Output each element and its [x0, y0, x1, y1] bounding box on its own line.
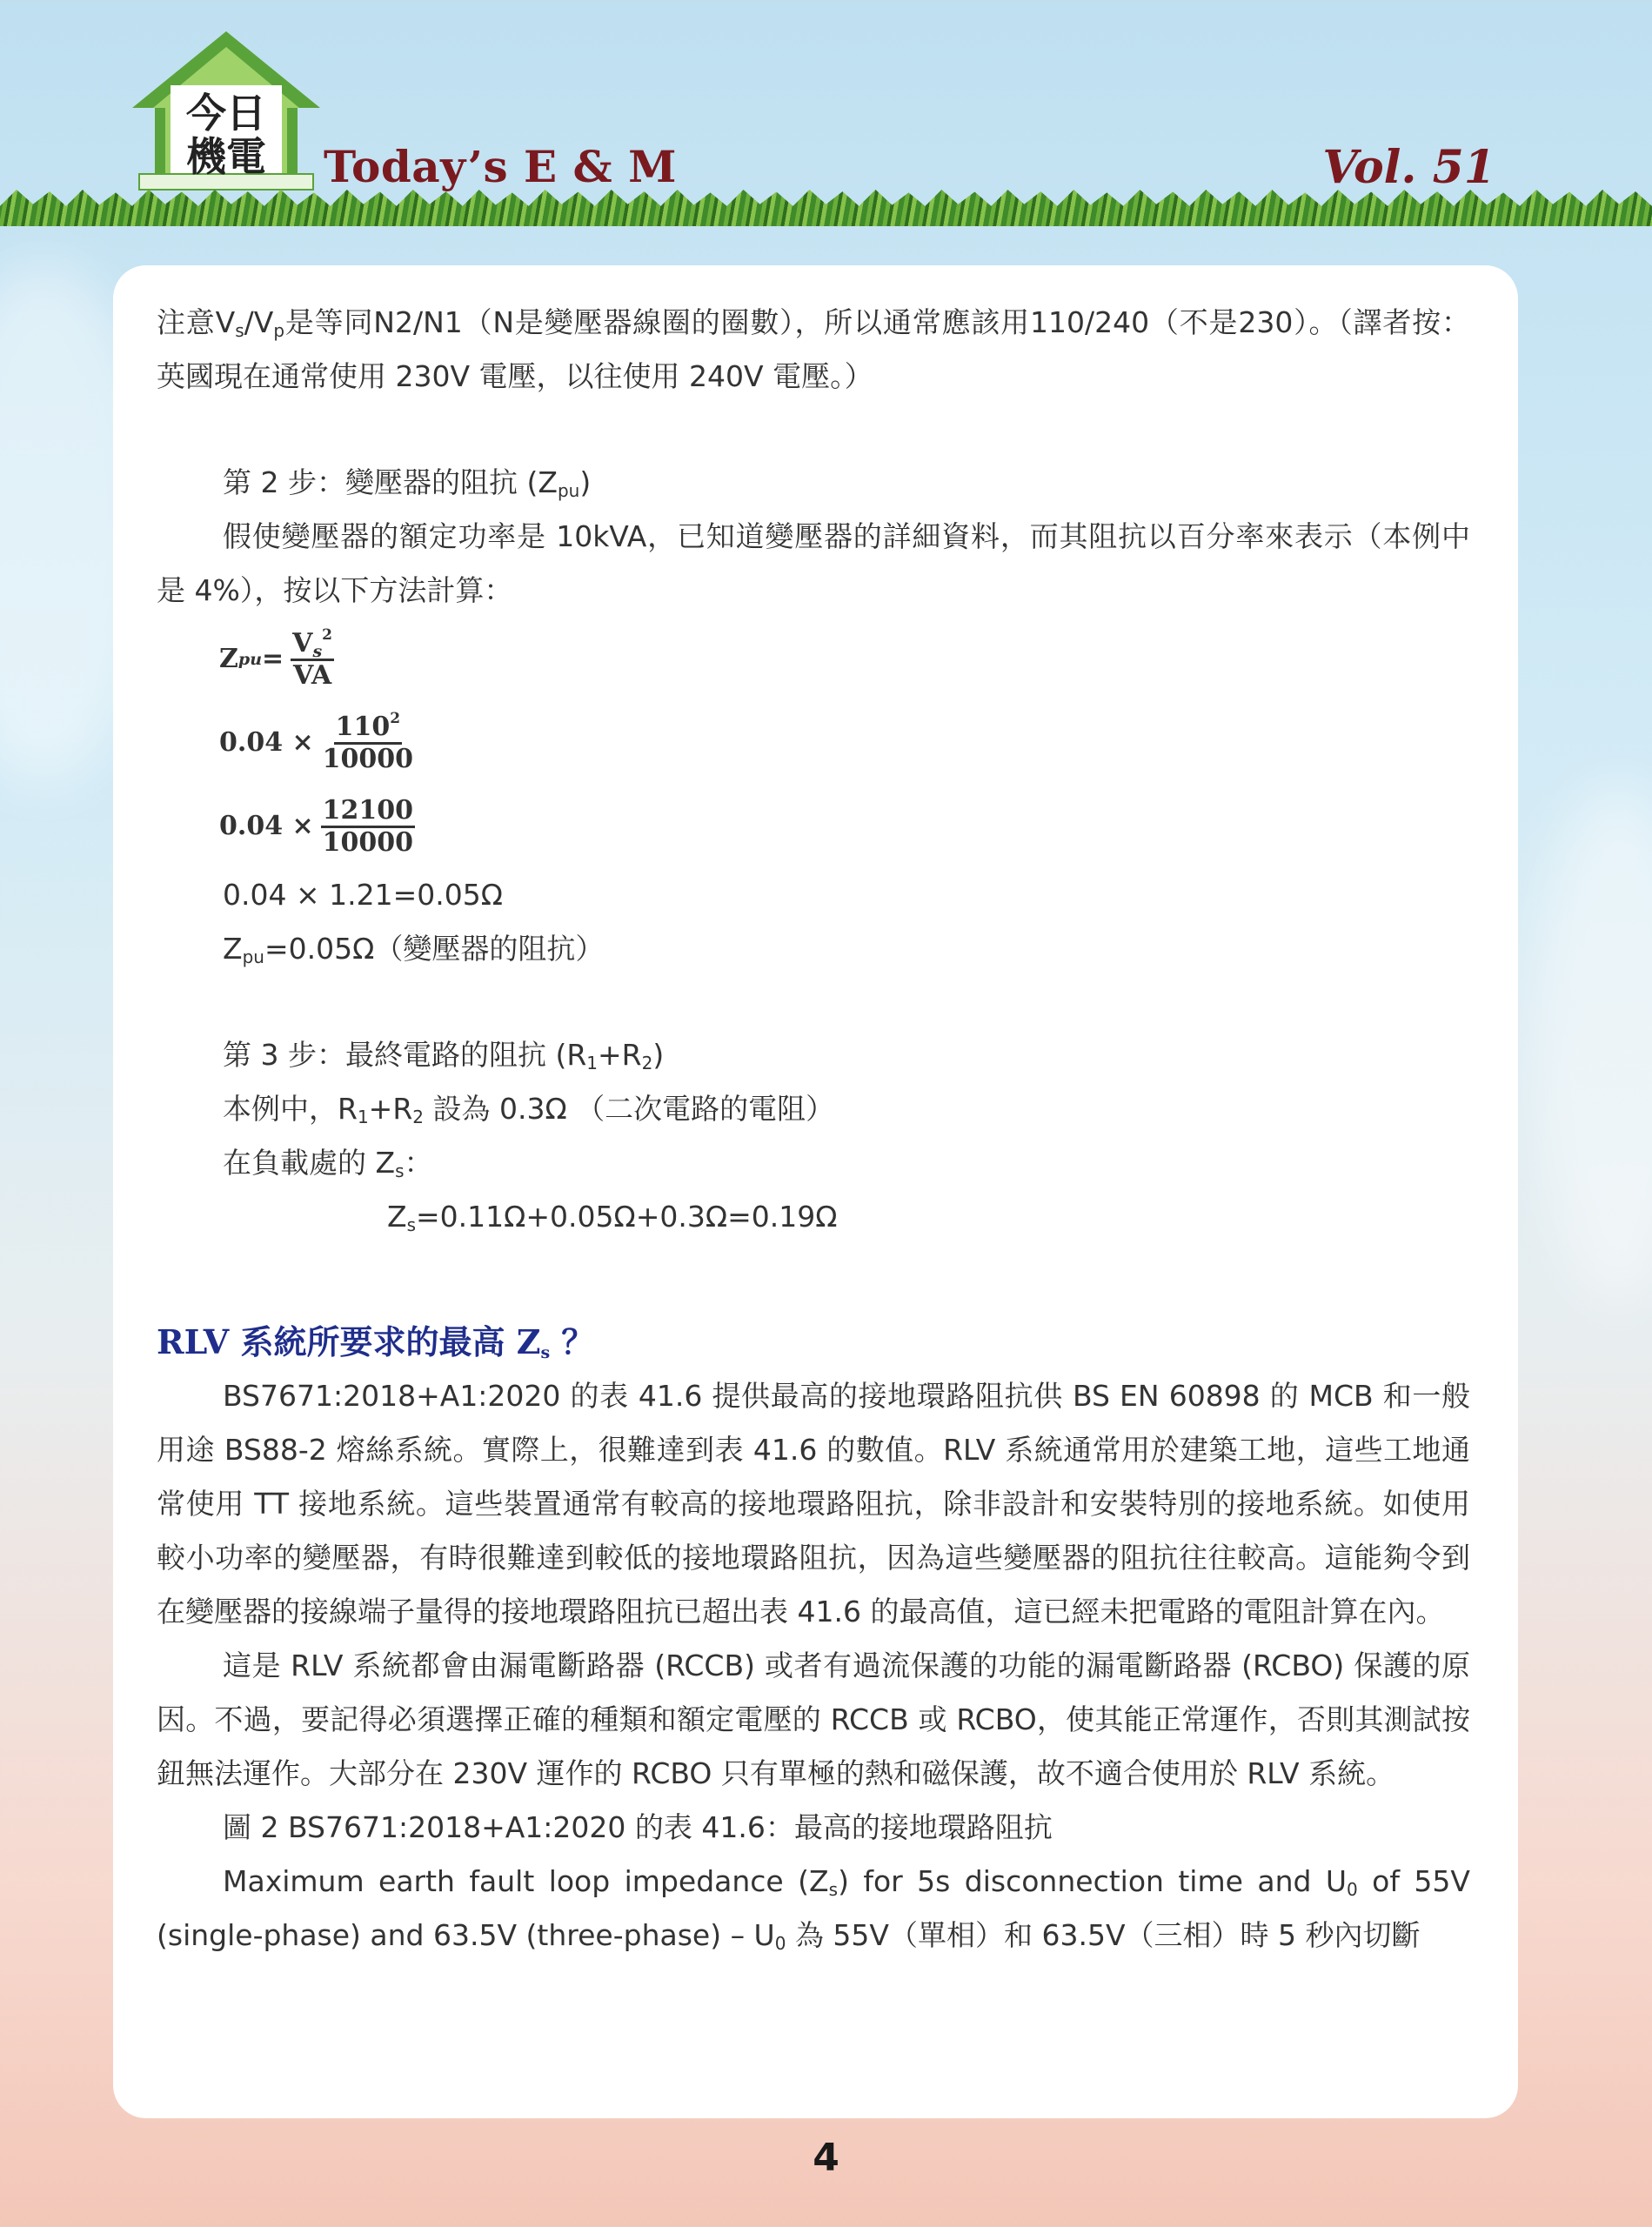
house-logo-icon: [122, 24, 331, 198]
calc-line-1: 0.04 × 1.21=0.05Ω: [223, 878, 503, 912]
volume-number: Vol. 51: [1322, 141, 1495, 194]
svg-text:機電: 機電: [186, 133, 266, 180]
step3-line-2: 在負載處的 $Z_s$：: [223, 1146, 433, 1181]
page-number: 4: [813, 2136, 839, 2180]
section-heading: RLV 系統所要求的最高 $Z_s$ ？: [157, 1322, 595, 1362]
formula-step-2: 0.04 × $\frac{12100}{10000}$: [219, 794, 414, 858]
paragraph-1: BS7671:2018+A1:2020 的表 41.6 提供最高的接地環路阻抗供 BS EN 60898 的 MCB 和一般用途 BS88-2 熔絲系統。實際上，很難達到表 41.6 的數值。RLV 系統通常用於建築工地，這些工地通常使用 TT 接地系統。這些裝置通常有較高的接地環路阻抗，除非設計和安裝特別的接地系統。如使用較小功率的變壓器，有時很難達到較低的接地環路阻抗，因為這些變壓器的阻抗往往較高。這能夠令到在變壓器的接線端子量得的接地環路阻抗已超出表 41.6 的最高值，這已經未把電路的電阻計算在內。: [157, 1379, 1470, 1628]
step2-paragraph: 假使變壓器的額定功率是 10kVA，已知道變壓器的詳細資料，而其阻抗以百分率來表示（本例中是 4%），按以下方法計算：: [157, 519, 1470, 607]
step3-heading: 第 3 步：最終電路的阻抗 $(R_1+R_2)$: [223, 1038, 665, 1073]
svg-text:今日: 今日: [186, 90, 266, 137]
step3-line-3: $Z_s=0.11\Omega+0.05\Omega+0.3\Omega=0.19\Omega$: [387, 1200, 838, 1235]
formula-zpu: Z pu = $\frac{V_s^2}{VA}$: [219, 625, 332, 691]
paragraph-2: 這是 RLV 系統都會由漏電斷路器 (RCCB) 或者有過流保護的功能的漏電斷路器 (RCBO) 保護的原因。不過，要記得必須選擇正確的種類和額定電壓的 RCCB 或 RCBO，使其能正常運作，否則其測試按鈕無法運作。大部分在 230V 運作的 RCBO 只有單極的熱和磁保護，故不適合使用於 RLV 系統。: [157, 1649, 1470, 1790]
publication-title: Today’s E & M: [324, 141, 677, 192]
article-body: [157, 296, 1470, 1963]
intro-paragraph: 注意$V_s/V_p$是等同N2/N1（N是變壓器線圈的圈數），所以通常應該用110/240（不是230）。（譯者按：英國現在通常使用 230V 電壓，以往使用 240V 電壓。）: [157, 305, 1470, 393]
calc-line-2: $Z_{pu}=0.05\Omega$（變壓器的阻抗）: [223, 932, 605, 967]
figure-caption: 圖 2 BS7671:2018+A1:2020 的表 41.6：最高的接地環路阻抗: [223, 1810, 1053, 1844]
paragraph-3: Maximum earth fault loop impedance $(Z_s)$ for 5s disconnection time and $U_0$ of 55V (single-phase) and 63.5V (three-phase) – $U_0$ 為 55V（單相）和 63.5V（三相）時 5 秒內切斷: [157, 1864, 1470, 1954]
step3-line-1: 本例中，$R_1+R_2$ 設為 0.3Ω （二次電路的電阻）: [223, 1092, 835, 1127]
grass-border: [0, 190, 1652, 226]
page-header: [0, 0, 1652, 226]
background-cloud: [1531, 783, 1652, 1305]
formula-step-1: 0.04 × $\frac{110^2}{10000}$: [219, 709, 414, 774]
step2-heading: 第 2 步：變壓器的阻抗 $(Z_{pu})$: [223, 465, 592, 501]
